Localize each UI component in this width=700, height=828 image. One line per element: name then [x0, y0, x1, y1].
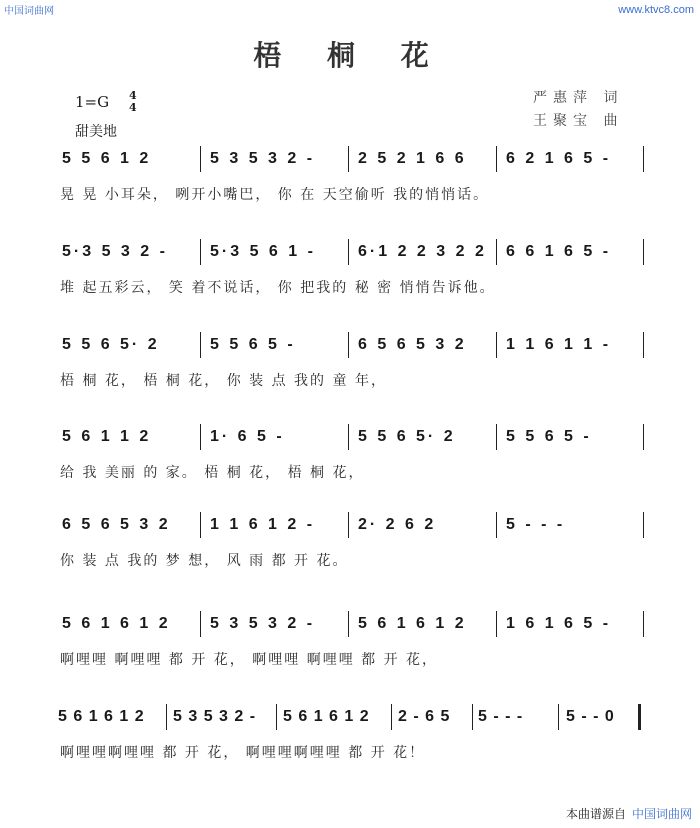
measure: 6 2 1 6 5 - [506, 150, 612, 167]
measure: 5·3 5 6 1 - [210, 243, 316, 260]
barline [496, 512, 497, 538]
barline [496, 146, 497, 172]
barline [496, 611, 497, 637]
barline [472, 704, 473, 730]
barline [348, 611, 349, 637]
measure: 6 6 1 6 5 - [506, 243, 612, 260]
barline [496, 424, 497, 450]
song-title: 梧 桐 花 [253, 39, 447, 72]
final-barline [638, 704, 641, 730]
barline [643, 332, 644, 358]
measure: 6 5 6 5 3 2 [358, 336, 467, 353]
measure: 5 6 1 6 1 2 [283, 708, 370, 725]
measure: 2 5 2 1 6 6 [358, 150, 467, 167]
footer-source [566, 805, 692, 822]
barline [348, 146, 349, 172]
measure: 5 5 6 5 - [506, 428, 592, 445]
composer-credit: 王聚宝 曲 [533, 113, 624, 129]
barline [348, 424, 349, 450]
barline [558, 704, 559, 730]
measure: 5·3 5 3 2 - [62, 243, 168, 260]
barline [643, 611, 644, 637]
time-signature [129, 90, 137, 114]
barline [200, 146, 201, 172]
barline [348, 332, 349, 358]
measure: 5 - - - [506, 516, 566, 533]
measure: 6·1 2 2 3 2 2 [358, 243, 487, 260]
measure: 5 - - - [478, 708, 524, 725]
measure: 2 - 6 5 [398, 708, 451, 725]
measure: 5 6 1 6 1 2 [58, 708, 145, 725]
barline [200, 424, 201, 450]
measure: 5 3 5 3 2 - [210, 615, 316, 632]
barline [643, 146, 644, 172]
measure: 5 3 5 3 2 - [173, 708, 257, 725]
measure: 5 5 6 1 2 [62, 150, 152, 167]
measure: 1 1 6 1 2 - [210, 516, 316, 533]
lyrics-line: 啊哩哩啊哩哩 都 开 花， 啊哩哩啊哩哩 都 开 花！ [60, 745, 426, 761]
barline [200, 512, 201, 538]
barline [200, 611, 201, 637]
barline [496, 239, 497, 265]
lyrics-line: 梧 桐 花， 梧 桐 花， 你 装 点 我的 童 年， [60, 373, 387, 389]
tempo-marking: 甜美地 [75, 124, 117, 140]
measure: 5 5 6 5 - [210, 336, 296, 353]
barline [200, 239, 201, 265]
lyrics-line: 你 装 点 我的 梦 想， 风 雨 都 开 花。 [60, 553, 349, 569]
lyrics-line: 晃 晃 小耳朵， 咧开小嘴巴， 你 在 天空偷听 我的悄悄话。 [60, 187, 490, 203]
lyrics-line: 啊哩哩 啊哩哩 都 开 花， 啊哩哩 啊哩哩 都 开 花， [60, 652, 439, 668]
watermark-left: 中国词曲网 [4, 6, 54, 17]
measure: 5 5 6 5· 2 [358, 428, 456, 445]
measure: 5 3 5 3 2 - [210, 150, 316, 167]
barline [643, 239, 644, 265]
measure: 1 1 6 1 1 - [506, 336, 612, 353]
footer-label: 本曲谱源自 [565, 807, 626, 821]
lyrics-line: 给 我 美丽 的 家。 梧 桐 花， 梧 桐 花， [60, 465, 365, 481]
key-signature: 1=G [75, 93, 110, 111]
measure: 5 - - 0 [566, 708, 615, 725]
time-signature-top: 4 [129, 89, 137, 102]
measure: 5 6 1 6 1 2 [62, 615, 171, 632]
lyrics-line: 堆 起五彩云， 笑 着不说话， 你 把我的 秘 密 悄悄告诉他。 [60, 280, 496, 296]
measure: 1 6 1 6 5 - [506, 615, 612, 632]
time-signature-bottom: 4 [129, 101, 137, 114]
barline [276, 704, 277, 730]
measure: 5 6 1 6 1 2 [358, 615, 467, 632]
measure: 6 5 6 5 3 2 [62, 516, 171, 533]
barline [496, 332, 497, 358]
barline [643, 512, 644, 538]
barline [200, 332, 201, 358]
barline [166, 704, 167, 730]
barline [348, 239, 349, 265]
measure: 5 5 6 5· 2 [62, 336, 160, 353]
measure: 1· 6 5 - [210, 428, 285, 445]
barline [391, 704, 392, 730]
watermark-right: www.ktvc8.com [618, 4, 694, 16]
footer-site: 中国词曲网 [631, 807, 692, 821]
barline [643, 424, 644, 450]
lyricist-credit: 严惠萍 词 [533, 90, 624, 106]
measure: 5 6 1 1 2 [62, 428, 152, 445]
barline [348, 512, 349, 538]
measure: 2· 2 6 2 [358, 516, 437, 533]
